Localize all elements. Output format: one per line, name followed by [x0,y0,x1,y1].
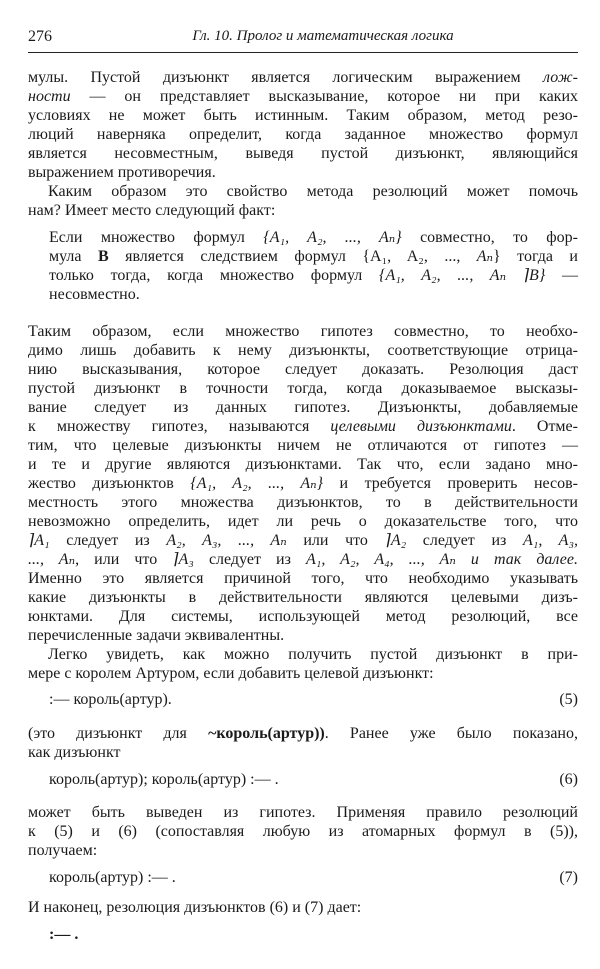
text-segment: , или что [75,551,173,568]
text-segment: нам? Имеет место следующий факт: [28,202,276,219]
text-line [28,724,578,743]
text-segment: пустой дизъюнкт в точности тогда, когда доказываемое высказы- [28,380,578,397]
text-segment: местность этого множества дизъюнктов, то в действительности [28,494,578,511]
text-segment: и те и другие являются дизъюнктами. Так что, если задано мно- [28,456,578,473]
text-segment: ности [28,88,71,105]
text-segment: невозможно определить, идет ли речь о доказательстве того, что [28,513,578,530]
text-line [28,87,578,106]
text-segment: к (5) и (6) (сопоставляя любую из атомарных формул в (5)), [28,823,578,840]
text-segment: Если множество формул [49,229,264,246]
text-segment: {A₁, A₂, ..., Aₙ ⌉B} [379,267,546,284]
text-line [28,550,578,569]
paragraph [28,645,578,683]
paragraph [28,322,578,645]
paragraph [28,724,578,762]
text-segment: следует из [193,551,307,568]
text-segment: только тогда, когда множество формул [49,267,380,284]
text-line [28,493,578,512]
running-header [28,26,578,53]
text-segment: юнктами. Для системы, использующей метод резолюций, все [28,608,578,625]
text-line [28,569,578,588]
text-segment: или что [286,532,385,549]
text-segment: Каким образом это свойство метода резолюций может помочь [48,183,578,200]
text-segment: нию высказывания, которое следует доказать. Резолюция даст [28,361,578,378]
text-segment: тим, что целевые дизъюнкты ничем не отличаются от гипотез — [28,437,578,454]
formula-text: :— . [49,926,79,943]
text-line [28,474,578,493]
text-segment: A₂, A₃, ..., Aₙ [166,532,287,549]
text-line [28,607,578,626]
text-segment: Легко увидеть, как можно получить пустой дизъюнкт в при- [48,646,578,663]
text-line [28,106,578,125]
running-title: Гл. 10. Пролог и математическая логика [192,28,454,44]
formula-text: король(артур) :— . [49,869,176,886]
text-line [28,626,578,645]
text-line [28,398,578,417]
text-line [28,322,578,341]
text-segment: выражением противоречия. [28,164,216,181]
text-line [28,144,578,163]
text-segment: перечисленные задачи эквивалентны. [28,627,285,644]
text-segment: B [97,248,109,265]
formula-number: (5) [559,691,578,708]
text-line [49,266,578,285]
paragraph [28,182,578,220]
text-line [28,125,578,144]
text-line [28,841,578,860]
text-line [28,341,578,360]
formula-number: (7) [559,869,578,886]
text-segment: следует из [406,532,523,549]
text-segment: мулы. Пустой дизъюнкт является логическим выражением [28,69,544,86]
numbered-formula [28,868,578,887]
text-line [28,512,578,531]
text-segment: A₁, A₂, A₄, ..., Aₙ и так далее. [306,551,578,568]
text-line [49,247,578,266]
text-segment: является следствием формул {A₁, A₂, ..., [108,248,477,265]
text-segment: целевыми дизъюнктами [330,418,512,435]
text-line [28,163,578,182]
numbered-formula [28,770,578,789]
text-line [28,743,578,762]
text-segment: получаем: [28,842,98,859]
text-segment: И наконец, резолюция дизъюнктов (6) и (7) дает: [28,899,362,916]
text-segment: Именно это является причиной того, что необходимо указывать [28,570,578,587]
text-segment: димо лишь добавить к нему дизъюнкты, соответствующие отрица- [28,342,578,359]
paragraph [28,803,578,860]
page-body [28,68,578,944]
text-segment: {A₁, A₂, ..., Aₙ} [263,229,402,246]
text-line [28,645,578,664]
text-segment: вание следует из данных гипотез. Дизъюнкты, добавляемые [28,399,578,416]
paragraph [28,68,578,182]
text-segment: ..., Aₙ [28,551,76,568]
text-segment: — он представляет высказывание, которое ни при каких [70,88,578,105]
text-segment: мула [49,248,98,265]
text-line [28,531,578,550]
text-segment: A₁, A₃, [522,532,579,549]
text-segment: как дизъюнкт [28,744,121,761]
text-line [49,228,578,247]
text-line [28,664,578,683]
text-line [28,803,578,822]
numbered-formula [28,690,578,709]
text-line [28,822,578,841]
text-line [28,898,578,917]
text-segment: } тогда и [493,248,578,265]
text-segment: условиях не может быть истинным. Таким образом, метод резо- [28,107,578,124]
text-line [28,455,578,474]
text-segment: следует из [49,532,167,549]
text-line [28,436,578,455]
text-segment: лож- [543,69,578,86]
text-line [28,379,578,398]
text-line [28,182,578,201]
text-segment: Aₙ [476,248,494,265]
text-segment: {A₁, A₂, ..., Aₙ} [190,475,324,492]
text-segment: . Ранее уже было показано, [324,725,578,742]
text-segment: ~король(артур)) [208,725,325,742]
formula-number: (6) [559,771,578,788]
text-segment: Таким образом, если множество гипотез совместно, то необхо- [28,323,578,340]
numbered-formula [28,925,578,944]
text-segment: какие дизъюнкты в действительности являются целевыми дизъ- [28,589,578,606]
text-segment: несовместно. [49,286,140,303]
text-segment: совместно, то фор- [401,229,579,246]
text-segment: и требуется проверить несов- [323,475,578,492]
text-segment: ⌉A₁ [28,532,50,549]
text-line [49,285,578,304]
text-line [28,588,578,607]
text-segment: к множеству гипотез, называются [28,418,331,435]
page-number: 276 [28,28,52,45]
text-segment: ⌉A₂ [384,532,407,549]
text-line [28,417,578,436]
text-line [28,68,578,87]
text-segment: ⌉A₃ [172,551,194,568]
paragraph [28,898,578,917]
text-line [28,360,578,379]
text-segment: (это дизъюнкт для [28,725,209,742]
text-segment: люций наверняка определит, когда заданное множество формул [28,126,578,143]
text-segment: . Отме- [511,418,578,435]
formula-text: :— король(артур). [49,691,172,708]
text-segment: является несовместным, выведя пустой дизъюнкт, являющийся [28,145,578,162]
text-line [28,201,578,220]
text-segment: жество дизъюнктов [28,475,191,492]
text-segment: — [545,267,578,284]
quoted-statement [28,228,578,304]
formula-text: король(артур); король(артур) :— . [49,771,279,788]
text-segment: может быть выведен из гипотез. Применяя правило резолюций [28,804,578,821]
text-segment: мере с королем Артуром, если добавить целевой дизъюнкт: [28,665,434,682]
